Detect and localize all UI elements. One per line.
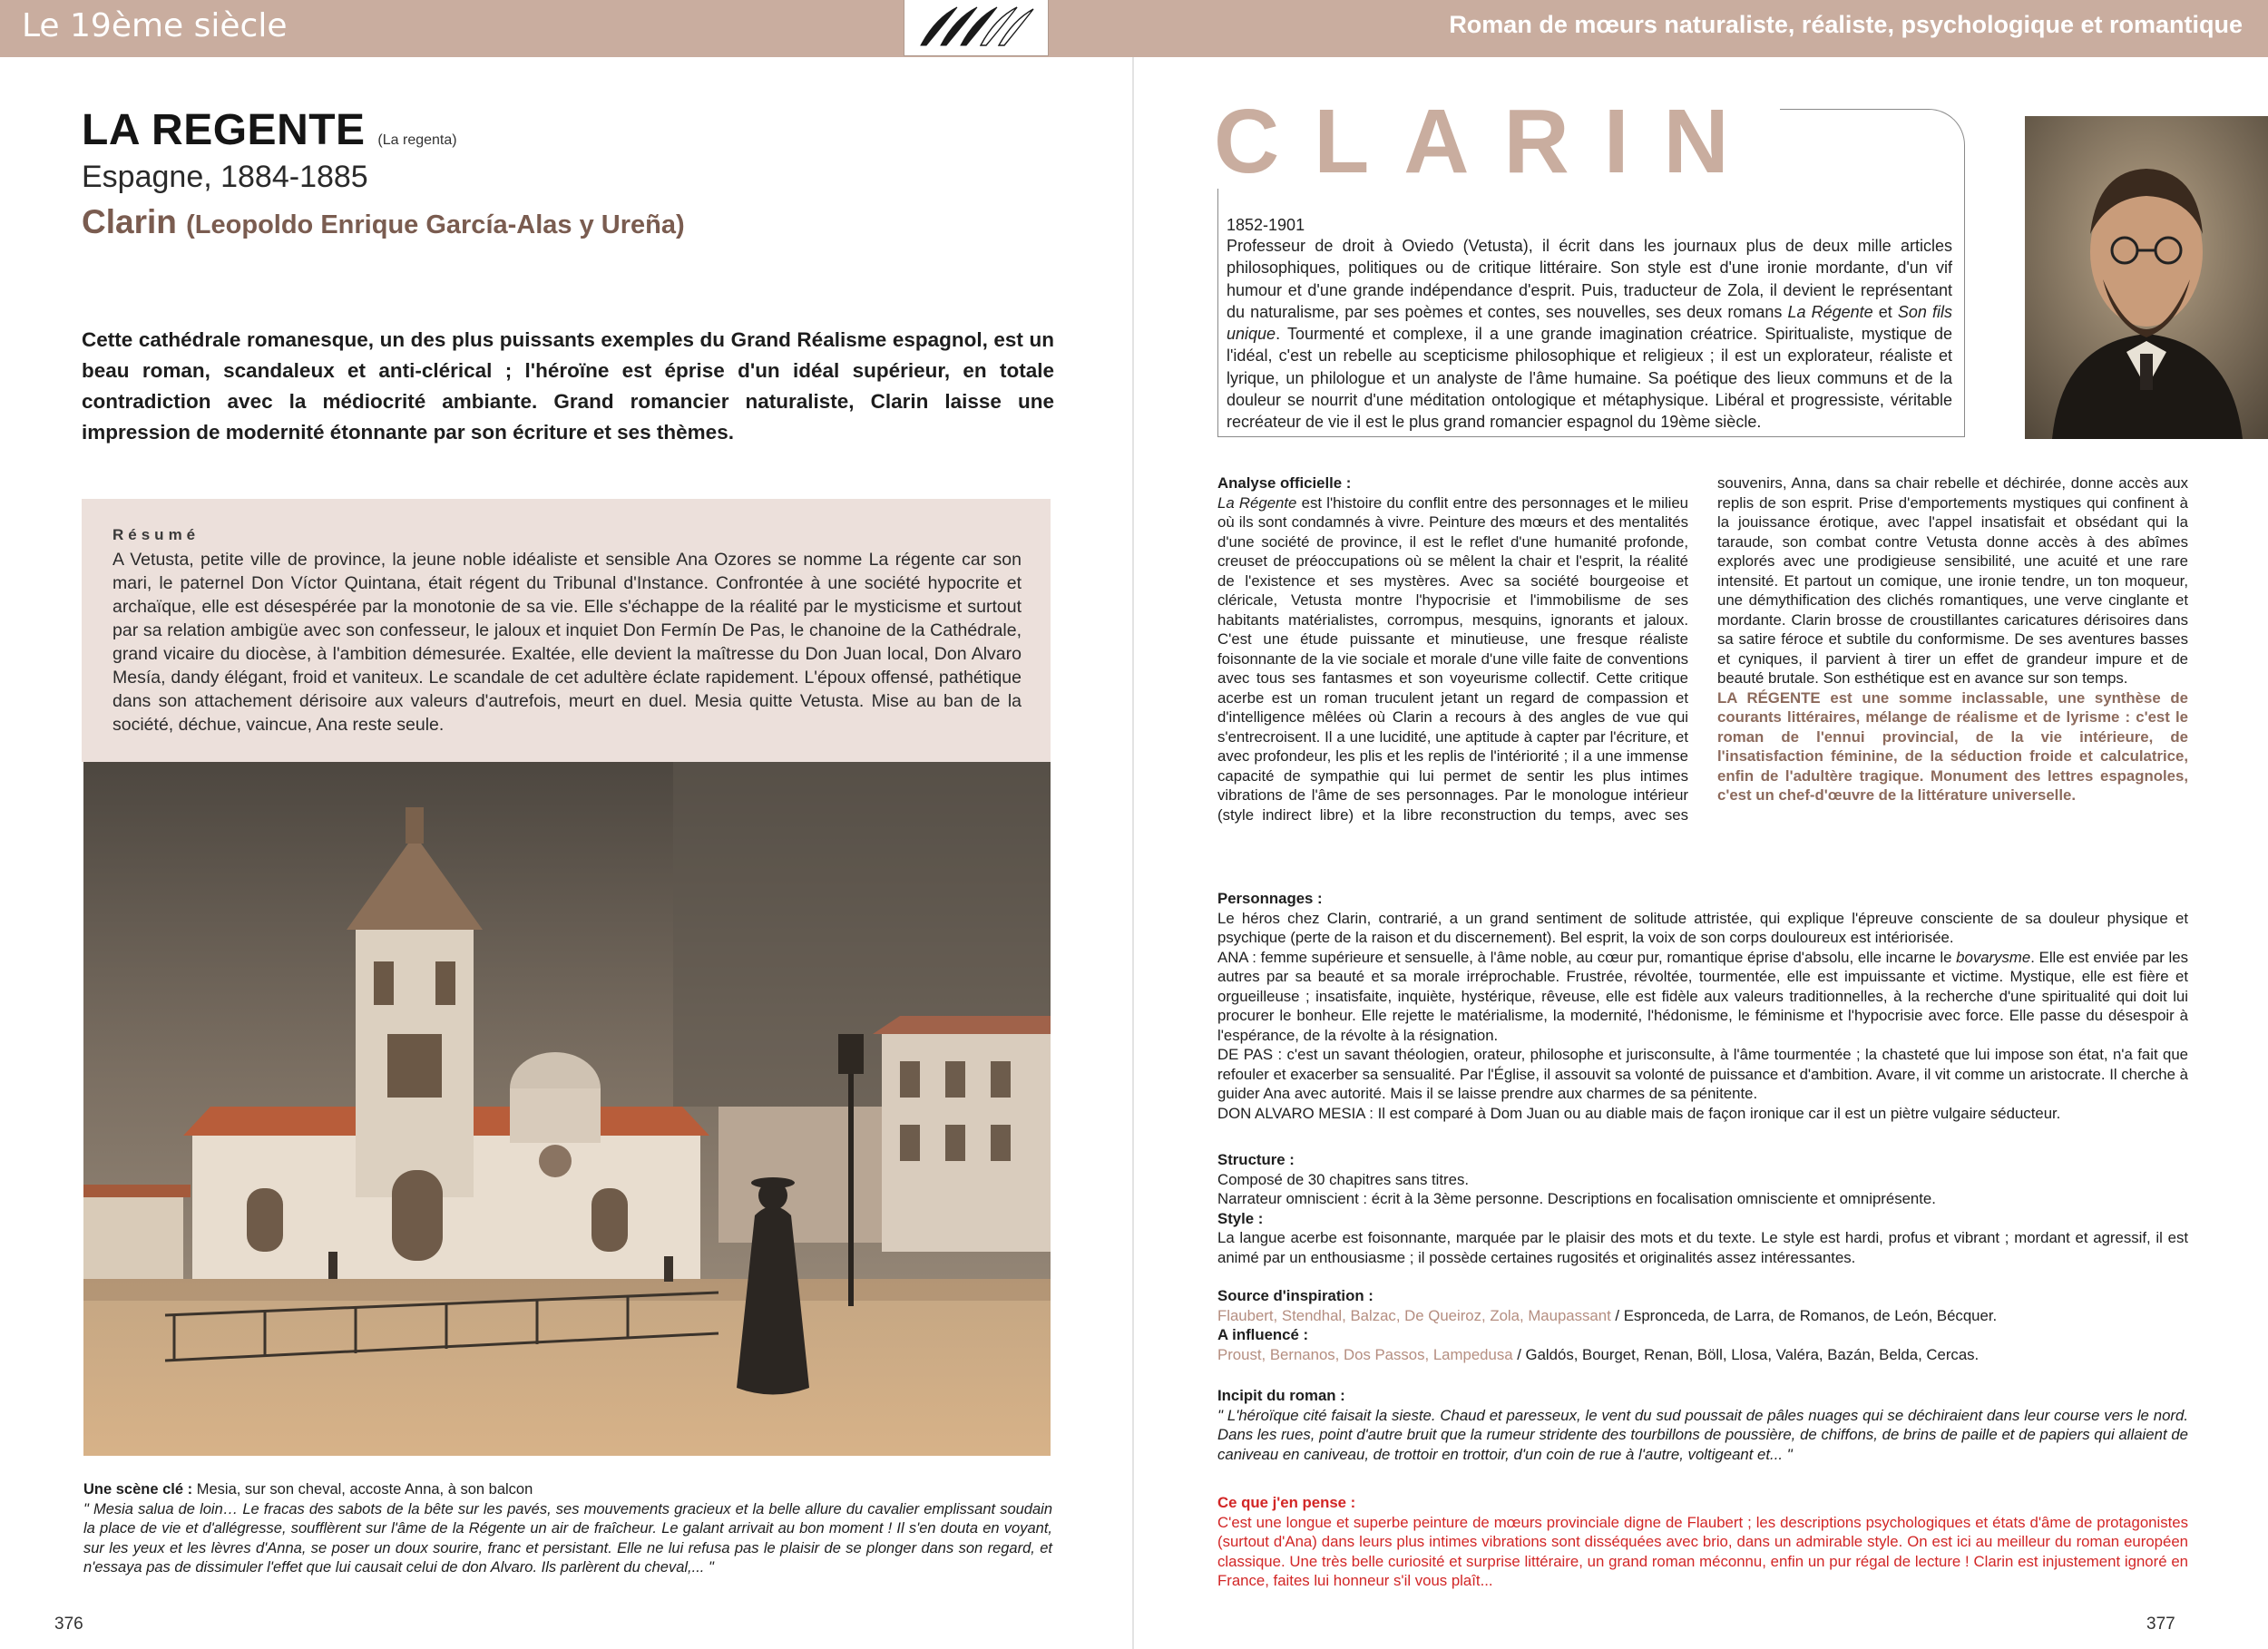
sources-highlight: Flaubert, Stendhal, Balzac, De Queiroz, Zola, Maupassant [1217, 1306, 1611, 1324]
incipit-label: Incipit du roman : [1217, 1387, 1345, 1404]
structure-section: Structure : Composé de 30 chapitres sans titres. Narrateur omniscient : écrit à la 3ème personne. Descriptions en focalisation omnisciente et omniprésente. Style : La langue acerbe est foisonnante, marquée par le plaisir des mots et du texte. Le style est hardi, profus et vibrant ; mordant et agressif, il est animé par un enthousiasme ; il possède certaines rugosités et originalités assez intéressantes. [1217, 1151, 2188, 1266]
page-number-right: 377 [2146, 1615, 2175, 1634]
book-origin: Espagne, 1884-1885 [82, 160, 368, 194]
analysis-highlight: LA RÉGENTE est une somme inclassable, une synthèse de courants littéraires, mélange de réalisme et de lyrisme : c'est le roman de l'ennui provincial, de la vie intérieure, de l'insatisfaction féminine, de la séduction froide et calculatrice, enfin de l'adultère tragique. Monument des lettres espagnoles, c'est un chef-d'œuvre de la littérature universelle. [1717, 688, 2188, 804]
style-text: La langue acerbe est foisonnante, marquée par le plaisir des mots et du texte. Le style est hardi, profus et vibrant ; mordant et agressif, il est animé par un enthousiasme ; il possède certaines rugosités et originalités assez intéressantes. [1217, 1229, 2188, 1266]
sources-label: Source d'inspiration : [1217, 1287, 1374, 1304]
opinion-text: C'est une longue et superbe peinture de mœurs provinciale digne de Flaubert ; les descriptions psychologiques et états d'âme de protagonistes (surtout d'Ana) dans leurs plus intimes vibrations sont disséquées avec brio, dans un admirable style. On est ici au meilleur du roman européen classique. Une très belle curiosité et surprise littéraire, un grand roman méconnu, enfin un pur régal de lecture ! Clarin est injustement ignoré en France, faites lui honneur s'il vous plaît... [1217, 1513, 2188, 1589]
incipit-section [1217, 1386, 2188, 1464]
book-title: LA REGENTE (La regenta) [82, 106, 457, 154]
influence-label: A influencé : [1217, 1326, 1309, 1343]
key-scene-label: Une scène clé : [83, 1481, 193, 1498]
resume-box [82, 499, 1051, 762]
genre-title: Roman de mœurs naturaliste, réaliste, psychologique et romantique [1449, 11, 2243, 38]
analysis-label: Analyse officielle : [1217, 474, 1352, 492]
characters-label: Personnages : [1217, 890, 1323, 907]
author-name-heading: CLARIN [1214, 94, 1780, 189]
key-scene [83, 1480, 1052, 1578]
characters-intro: Le héros chez Clarin, contrarié, a un grand sentiment de solitude attristée, qui explique l'épreuve consciente de sa douleur physique et psychique (perte de la raison et du discernement). Bel esprit, la voix de son corps douloureux est intériorisée. [1217, 909, 2188, 946]
influence-highlight: Proust, Bernanos, Dos Passos, Lampedusa [1217, 1345, 1513, 1363]
structure-label: Structure : [1217, 1151, 1295, 1168]
author-bio: Professeur de droit à Oviedo (Vetusta), il écrit dans les journaux plus de deux mille articles philosophiques, politiques ou de critique littéraire. Son style est d'une ironie mordante, d'un vif humour et d'une grande indépendance d'esprit. Puis, traducteur de Zola, il devient le représentant du naturalisme, par ses poèmes et contes, ses nouvelles, ses deux romans La Régente et Son fils unique. Tourmenté et complexe, il a une grande imagination créatrice. Spiritualiste, mystique de l'idéal, c'est un rebelle au scepticisme philosophique et religieux ; il est un explorateur, réaliste et lyrique, un philologue et un analyste de l'âme humaine. Sa poétique des lieux communs et de la douleur se nourrit d'une méditation ontologique et métaphysique. Libéral et progressiste, véritable recréateur de vie il est le plus grand romancier espagnol du 19ème siècle. [1227, 237, 1953, 432]
analysis-text: est l'histoire du conflit entre des personnages et le milieu où ils sont condamnés à vivre. Peinture des mœurs et des mentalités d'une société de province, il est le reflet d'une humanité profonde, creuset de préoccupations où se mêlent la chair et l'esprit, la réalité de l'existence et ses mystères. Avec sa société bourgeoise et cléricale, Vetusta montre l'hypocrisie et l'immobilisme de ses habitants matérialistes, corrompus, mesquins, ignorants et jaloux. C'est une étude puissante et minutieuse, une fresque réaliste foisonnante de la vie sociale et morale d'une ville faite de conventions avec tous ses fantasmes et son voyeurisme collectif. Cette critique acerbe est un roman truculent jetant un regard de compassion et d'intelligence mêlées où Clarin a recours à des angles de vue qui s'entrecroisent. Il a une lucidité, une aptitude à capter par l'écriture, et avec profondeur, les plis et les replis de l'intériorité ; il a une immense capacité de sympathie qui lui permet de sentir les plus intimes vibrations de l'âme de ses personnages. Par le monologue intérieur (style indirect libre) et la libre reconstruction du temps, avec ses souvenirs, Anna, dans sa chair rebelle et déchirée, donne accès aux replis de son esprit. Prise d'emportements mystiques qui confinent à la jouissance érotique, avec l'appel insatisfait et obsédant qui la taraude, son combat contre Vetusta donne accès à des abîmes explorés avec une prodigieuse sensibilité, une acuité et une rare intensité. Et partout un comique, une ironie tendre, un ton moqueur, une démythification des clichés romantiques, une verve cinglante et mordante. Clarin brosse de croustillantes caricatures dérisoires dans sa satire féroce et subtile du conformisme. De ses aventures basses et cyniques, il parvient à tirer un effet de grandeur impure et de beauté brutale. Son esthétique est en avance sur son temps. [1217, 474, 2188, 824]
author-portrait [2025, 116, 2268, 439]
author-full-name: (Leopoldo Enrique García-Alas y Ureña) [186, 210, 685, 239]
intro-paragraph: Cette cathédrale romanesque, un des plus puissants exemples du Grand Réalisme espagnol, est un beau roman, scandaleux et anti-clérical ; l'héroïne est éprise d'un idéal supérieur, en totale contradiction avec la médiocrité ambiante. Grand romancier naturaliste, Clarin laisse une impression de modernité étonnante par son écriture et ses thèmes. [82, 328, 1054, 444]
feather-quills-icon [904, 0, 1049, 56]
book-author: Clarin (Leopoldo Enrique García-Alas y Ureña) [82, 203, 685, 240]
author-dates: 1852-1901 [1227, 216, 1305, 234]
style-label: Style : [1217, 1209, 1264, 1227]
official-analysis: Analyse officielle : La Régente est l'histoire du conflit entre des personnages et le milieu où ils sont condamnés à vivre. Peinture des mœurs et des mentalités d'une société de province, il est le reflet d'une humanité profonde, creuset de préoccupations où se mêlent la chair et l'esprit, la réalité de l'existence et ses mystères. Avec sa société bourgeoise et cléricale, Vetusta montre l'hypocrisie et l'immobilisme de ses habitants matérialistes, corrompus, mesquins, ignorants et jaloux. C'est une étude puissante et minutieuse, une fresque réaliste foisonnante de la vie sociale et morale d'une ville faite de conventions avec tous ses fantasmes et son voyeurisme collectif. Cette critique acerbe est un roman truculent jetant un regard de compassion et d'intelligence mêlées où Clarin a recours à des angles de vue qui s'entrecroisent. Il a une lucidité, une aptitude à capter par l'écriture, et avec profondeur, les plis et les replis de l'intériorité ; il a une immense capacité de sympathie qui lui permet de sentir les plus intimes vibrations de l'âme de ses personnages. Par le monologue intérieur (style indirect libre) et la libre reconstruction du temps, avec ses souvenirs, Anna, dans sa chair rebelle et déchirée, donne accès aux replis de son esprit. Prise d'emportements mystiques qui confinent à la jouissance érotique, avec l'appel insatisfait et obsédant qui la taraude, son combat contre Vetusta donne accès à des abîmes explorés avec une prodigieuse sensibilité, une acuité et une rare intensité. Et partout un comique, une ironie tendre, un ton moqueur, une démythification des clichés romantiques, une verve cinglante et mordante. Clarin brosse de croustillantes caricatures dérisoires dans sa satire féroce et subtile du conformisme. De ses aventures basses et cyniques, il parvient à tirer un effet de grandeur impure et de beauté brutale. Son esthétique est en avance sur son temps. LA RÉGENTE est une somme inclassable, une synthèse de courants littéraires, mélange de réalisme et de lyrisme : c'est le roman de l'ennui provincial, de la vie intérieure, de l'insatisfaction féminine, de la séduction froide et calculatrice, enfin de l'adultère tragique. Monument des lettres espagnoles, c'est un chef-d'œuvre de la littérature universelle. [1217, 474, 2188, 824]
key-scene-caption: Mesia, sur son cheval, accoste Anna, à son balcon [196, 1481, 533, 1498]
page-number-left: 376 [54, 1615, 83, 1634]
character-ana: ANA : femme supérieure et sensuelle, à l'âme noble, au cœur pur, romantique éprise d'absolu, elle incarne le bovarysme. Elle est enviée par les autres par sa beauté et sa morale irréprochable. Frustrée, révoltée, tourmentée, elle est impuissante et victime. Mystique, elle est fière et orgueilleuse ; insatisfaite, inquiète, hystérique, rêveuse, elle est fidèle aux valeurs traditionnelles, à la recherche d'une spiritualité qui doit lui procurer le bonheur. Elle rejette le matérialisme, la modernité, l'hédonisme, le féminisme et l'hypocrisie avec force. Elle passe du désespoir à l'espérance, de la révolte à la résignation. [1217, 948, 2188, 1044]
resume-text: A Vetusta, petite ville de province, la jeune noble idéaliste et sensible Ana Ozores se nomme La régente car son mari, le paternel Don Víctor Quintana, était régent du Tribunal d'Instance. Confrontée à une société hypocrite et archaïque, elle est désespérée par la monotonie de sa vie. Elle s'échappe de la réalité par le mysticisme et surtout par sa relation ambigüe avec son confesseur, le jaloux et inquiet Don Fermín De Pas, le chanoine de la Cathédrale, grand vicaire du diocèse, à l'ambition démesurée. Exaltée, elle devient la maîtresse du Don Juan local, Don Alvaro Mesía, dandy élégant, froid et vaniteux. Le scandale de cet adultère éclate rapidement. L'époux offensé, pathétique dans son attachement dérisoire aux valeurs d'autrefois, meurt en duel. Mesia quitte Vetusta. Mise au ban de la société, déchue, vaincue, Ana reste seule. [112, 550, 1022, 735]
section-title: Le 19ème siècle [22, 7, 288, 44]
page-gutter [1132, 57, 1134, 1649]
key-scene-quote: " Mesia salua de loin… Le fracas des sabots de la bête sur les pavés, ses mouvements gracieux et la belle allure du cavalier emplissant soudain la place de vie et d'allégresse, soufflèrent sur l'âme de la Régente un air de fraîcheur. Le galant arrivait au bon moment ! Il s'en douta en voyant, sur les yeux et les lèvres d'Anna, se poser un doux sourire, franc et persistant. Elle ne lui refusa pas le plaisir de se plonger dans son regard, et n'essaya pas de dissimuler l'effet que lui causait celui de don Alvaro. Ils parlèrent du cheval,... " [83, 1500, 1052, 1576]
character-mesia: DON ALVARO MESIA : Il est comparé à Dom Juan ou au diable mais de façon ironique car il est un piètre vulgaire séducteur. [1217, 1104, 2061, 1122]
characters-section [1217, 889, 2188, 1123]
original-title: (La regenta) [377, 132, 457, 148]
opinion-section [1217, 1493, 2188, 1591]
character-de-pas: DE PAS : c'est un savant théologien, orateur, philosophe et jurisconsulte, à l'âme tourmentée ; la chasteté que lui impose son état, n'a fait que refouler et exacerber sa sensualité. Par l'Église, il assouvit sa volonté de puissance et d'ambition. Avare, il vit comme un aristocrate. Il cherche à guider Ana avec autorité. Mais il se laisse prendre aux charmes de sa pénitente. [1217, 1046, 2189, 1102]
inspiration-section: Source d'inspiration : Flaubert, Stendhal, Balzac, De Queiroz, Zola, Maupassant / Espronceda, de Larra, de Romanos, de León, Bécquer. A influencé : Proust, Bernanos, Dos Passos, Lampedusa / Galdós, Bourget, Renan, Böll, Llosa, Valéra, Bazán, Belda, Cercas. [1217, 1286, 2188, 1364]
resume-title: Résumé [112, 526, 200, 543]
cathedral-painting [83, 762, 1051, 1456]
opinion-label: Ce que j'en pense : [1217, 1494, 1356, 1511]
incipit-text: " L'héroïque cité faisait la sieste. Chaud et paresseux, le vent du sud poussait de pâles nuages qui se déchiraient dans leur course vers le nord. Dans les rues, point d'autre bruit que la rumeur stridente des tourbillons de poussière, de chiffons, de brins de paille et de papiers qui allaient de caniveau en caniveau, de trottoir en trottoir, d'un coin de rue à l'autre, voltigeant et... " [1217, 1406, 2188, 1463]
